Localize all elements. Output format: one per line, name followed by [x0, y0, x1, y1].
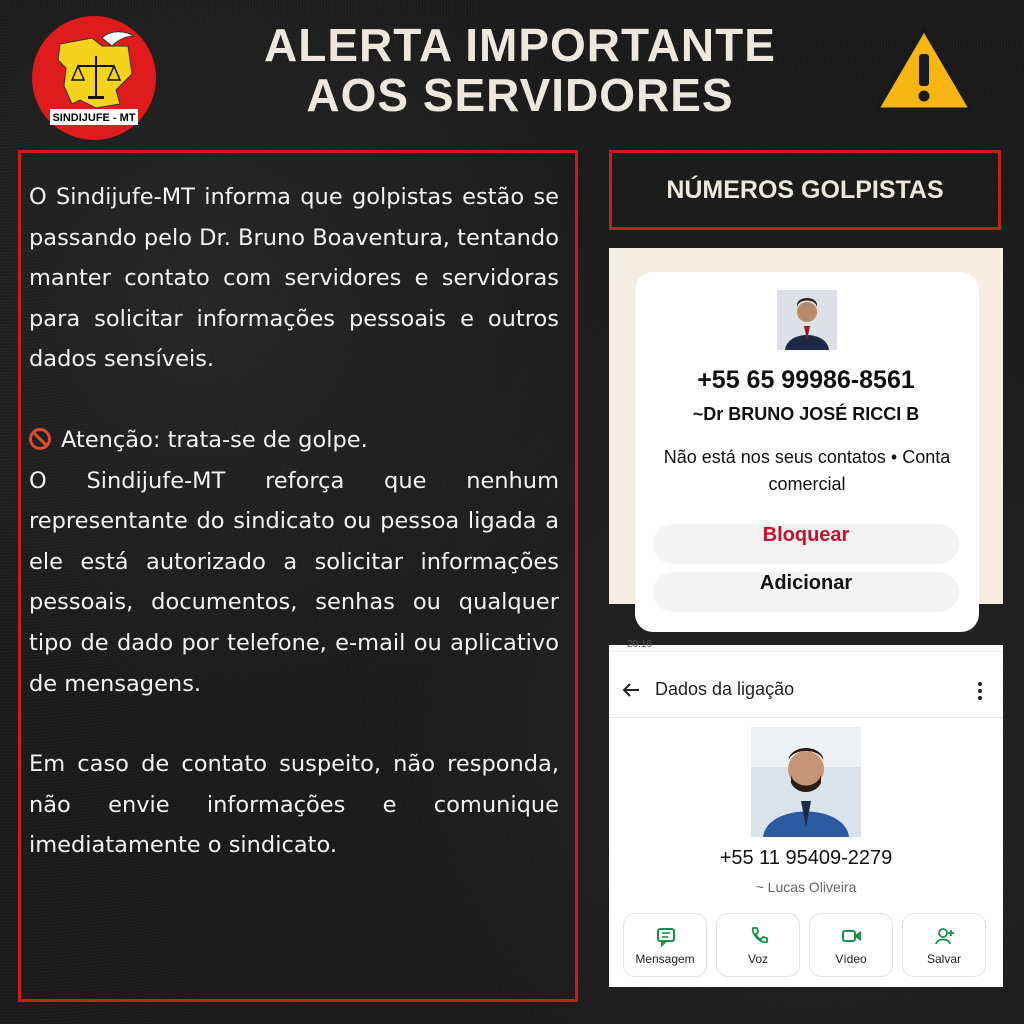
- call-details-title: Dados da ligação: [655, 679, 795, 699]
- avatar: [751, 727, 861, 837]
- avatar: [777, 290, 837, 350]
- more-options-icon[interactable]: [977, 681, 983, 701]
- prohibited-icon: [29, 428, 51, 450]
- contact-info: Não está nos seus contatos • Conta comercial: [663, 447, 951, 494]
- video-icon: [842, 926, 862, 946]
- title-line-1: ALERTA IMPORTANTE: [264, 19, 776, 71]
- message-icon: [656, 926, 676, 946]
- caller-phone-number: +55 11 95409-2279: [719, 847, 893, 869]
- status-bar: [609, 639, 1003, 652]
- notice-paragraph-2: O Sindijufe-MT reforça que nenhum representante do sindicato ou pessoa ligada a ele está autorizado a solicitar informações pessoais, documentos, senhas ou qualquer tipo de dado por telefone, e-mail ou aplicativo de mensagens.: [29, 467, 559, 697]
- phone-icon: [749, 926, 769, 946]
- scam-numbers-title: NÚMEROS GOLPISTAS: [609, 150, 1001, 230]
- add-contact-icon: [935, 926, 955, 946]
- caller-name: ~ Lucas Oliveira: [755, 879, 857, 895]
- notice-panel: [18, 150, 578, 1002]
- title-line-2: AOS SERVIDORES: [306, 69, 734, 121]
- logo-label: SINDIJUFE - MT: [52, 112, 136, 124]
- call-details-screenshot: [609, 639, 1003, 987]
- video-call-button[interactable]: [809, 913, 893, 977]
- profile-photo-icon: [777, 290, 837, 350]
- attention-line: [29, 420, 559, 461]
- contact-name: ~Dr BRUNO JOSÉ RICCI B: [692, 404, 920, 424]
- block-button[interactable]: Bloquear: [653, 524, 959, 564]
- sindijufe-logo: [32, 16, 156, 140]
- notice-text: [29, 177, 559, 866]
- notice-paragraph-3: Em caso de contato suspeito, não responda, não envie informações e comunique imediatamente o sindicato.: [29, 751, 559, 859]
- voice-call-button[interactable]: [716, 913, 800, 977]
- warning-triangle-icon: [870, 22, 978, 118]
- header-divider: [609, 717, 1003, 718]
- action-label: Vídeo: [835, 952, 867, 966]
- notice-paragraph-1: O Sindijufe-MT informa que golpistas estão se passando pelo Dr. Bruno Boaventura, tentando manter contato com servidores e servidoras para solicitar informações pessoais e outros dados sensíveis.: [29, 184, 559, 373]
- contact-phone-number: +55 65 99986-8561: [697, 366, 915, 394]
- save-contact-button[interactable]: [902, 913, 986, 977]
- back-arrow-icon[interactable]: [621, 680, 641, 700]
- status-time: 20:16: [627, 639, 653, 650]
- action-label: Mensagem: [635, 952, 695, 966]
- profile-photo-icon: [751, 727, 861, 837]
- whatsapp-profile-screenshot: [609, 248, 1003, 604]
- action-label: Voz: [747, 952, 768, 966]
- page-title: [190, 20, 850, 120]
- action-label: Salvar: [926, 952, 961, 966]
- add-contact-button[interactable]: Adicionar: [653, 572, 959, 612]
- message-action-button[interactable]: [623, 913, 707, 977]
- attention-text: Atenção: trata-se de golpe.: [61, 426, 368, 453]
